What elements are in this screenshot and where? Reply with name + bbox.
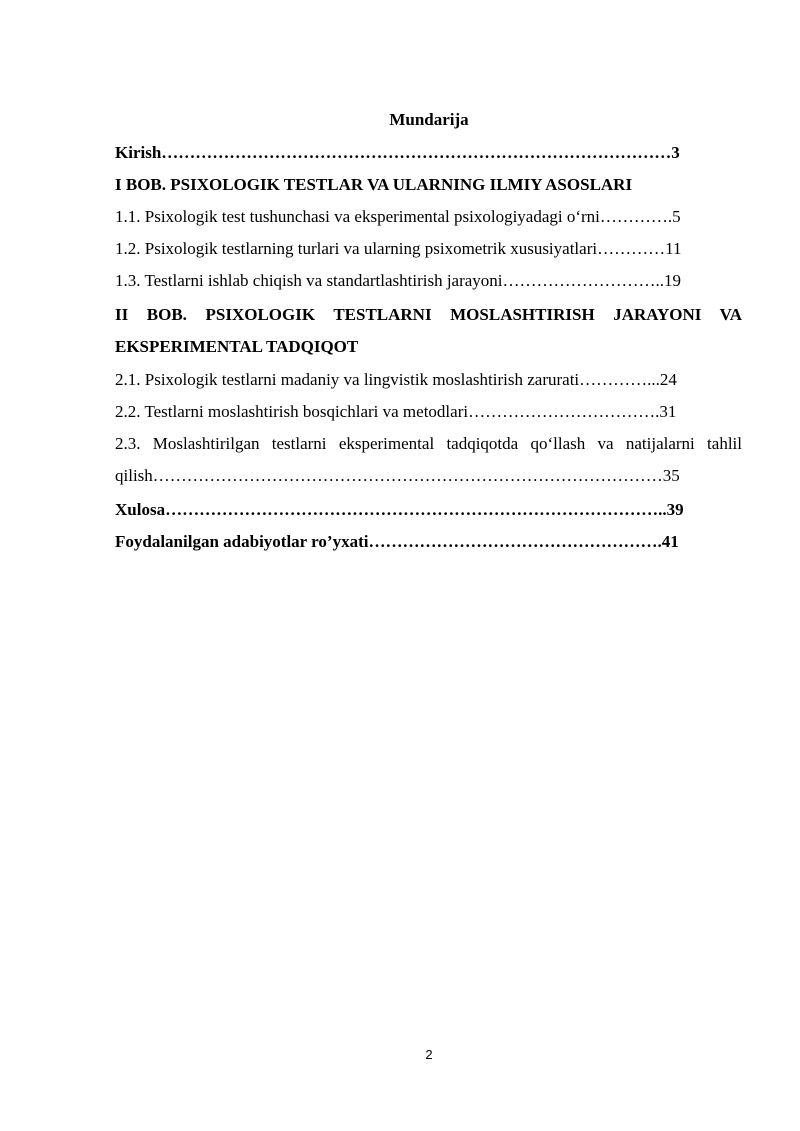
toc-entry-adabiyotlar: Foydalanilgan adabiyotlar ro’yxati…………………………………………….41 [115,532,679,551]
toc-entry-1-3: 1.3. Testlarni ishlab chiqish va standartlashtirish jarayoni………………………..19 [115,271,682,290]
toc-entry-2-3-line-2: qilish………………………………………………………………………………35 [115,466,680,485]
toc-entry-2-1: 2.1. Psixologik testlarni madaniy va lingvistik moslashtirish zarurati…………...24 [115,370,677,389]
toc-chapter-2-heading-line-1: II BOB. PSIXOLOGIK TESTLARNI MOSLASHTIRISH JARAYONI VA [115,305,742,324]
toc-entry-xulosa: Xulosa……………………………………………………………………………..39 [115,500,684,519]
toc-entry-2-3-line-1: 2.3. Moslashtirilgan testlarni eksperimental tadqiqotda qo‘llash va natijalarni tahlil [115,434,742,453]
toc-entry-kirish: Kirish………………………………………………………………………………3 [115,143,680,162]
toc-chapter-2-heading-line-2: EKSPERIMENTAL TADQIQOT [115,337,359,356]
toc-entry-2-2: 2.2. Testlarni moslashtirish bosqichlari va metodlari…………………………….31 [115,402,677,421]
toc-entry-1-1: 1.1. Psixologik test tushunchasi va eksperimental psixologiyadagi o‘rni………….5 [115,207,681,226]
toc-chapter-1-heading: I BOB. PSIXOLOGIK TESTLAR VA ULARNING ILMIY ASOSLARI [115,175,633,194]
page-title: Mundarija [389,110,469,129]
toc-entry-1-2: 1.2. Psixologik testlarning turlari va ularning psixometrik xususiyatlari…………11 [115,239,682,258]
page-number: 2 [425,1047,433,1062]
